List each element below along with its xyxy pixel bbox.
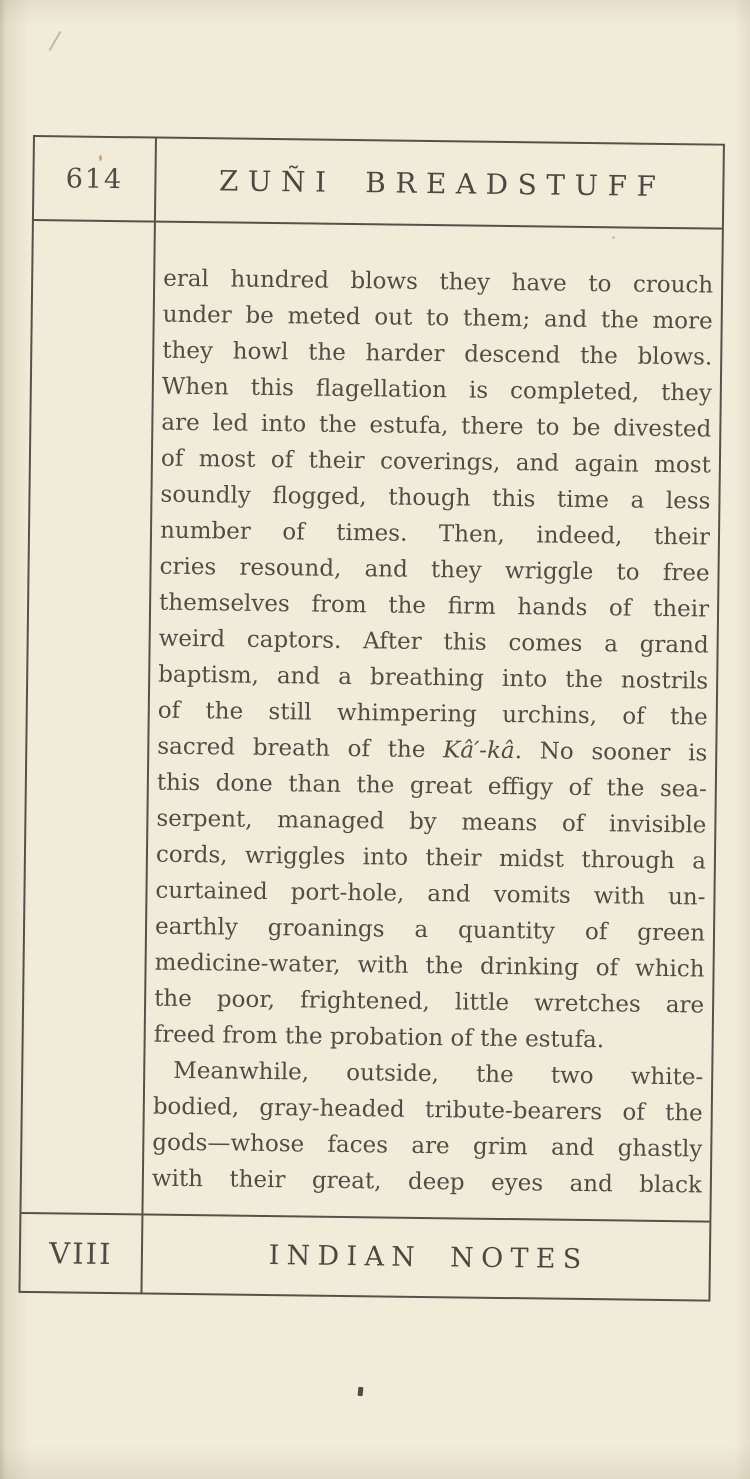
text-line: eral hundred blows they have to crouch [163, 265, 714, 299]
body-text-column [144, 223, 722, 1217]
series-title: INDIAN NOTES [268, 1240, 589, 1276]
text-line: baptism, and a breathing into the nostrils [158, 661, 709, 695]
text-line: under be meted out to them; and the more [162, 301, 713, 335]
text-line: cords, wriggles into their midst through a [155, 841, 707, 875]
paper-scratch [49, 31, 62, 51]
page-number-cell [34, 137, 155, 221]
running-head-cell [156, 139, 723, 228]
text-line: the poor, frightened, little wretches are [153, 985, 705, 1019]
book-title: ZUÑI BREADSTUFF [218, 163, 666, 203]
italic-term: Kâ′-kâ [442, 737, 515, 765]
text-line: earthly groanings a quantity of green [154, 913, 706, 947]
text-line: themselves from the firm hands of their [158, 589, 710, 623]
text-line: are led into the estufa, there to be divested [161, 409, 712, 443]
text-line: curtained port-hole, and vomits with un- [155, 877, 706, 911]
text-line: number of times. Then, indeed, their [159, 517, 711, 551]
text-line: this done than the great effigy of the sea- [156, 769, 707, 803]
printed-frame [18, 135, 724, 1302]
text-segment: . No sooner is [514, 738, 708, 767]
running-footer-cell [142, 1215, 709, 1299]
text-line: serpent, managed by means of invisible [156, 805, 707, 839]
text-line: with their great, deep eyes and black [151, 1165, 703, 1199]
volume-cell [20, 1214, 141, 1293]
text-line: bodied, gray-headed tribute-bearers of the [152, 1093, 703, 1127]
text-line: they howl the harder descend the blows. [162, 337, 713, 371]
page-number: 614 [65, 162, 124, 195]
text-line: soundly flogged, though this time a less [160, 481, 711, 515]
text-line: cries resound, and they wriggle to free [159, 553, 710, 587]
ink-blot [358, 1387, 364, 1396]
text-line: gods—whose faces are grim and ghastly [152, 1129, 703, 1163]
text-line-paragraph-start: Meanwhile, outside, the two white- [173, 1057, 704, 1091]
text-segment: sacred breath of the [157, 733, 444, 764]
text-line: of the still whimpering urchins, of the [157, 697, 708, 731]
volume-numeral: VIII [49, 1235, 113, 1271]
text-line: medicine-water, with the drinking of which [154, 949, 705, 983]
text-line-paragraph-end: freed from the probation of the estufa. [153, 1021, 605, 1054]
text-line: of most of their coverings, and again most [160, 445, 712, 479]
text-line: weird captors. After this comes a grand [158, 625, 709, 659]
text-line: When this flagellation is completed, they [161, 373, 712, 407]
